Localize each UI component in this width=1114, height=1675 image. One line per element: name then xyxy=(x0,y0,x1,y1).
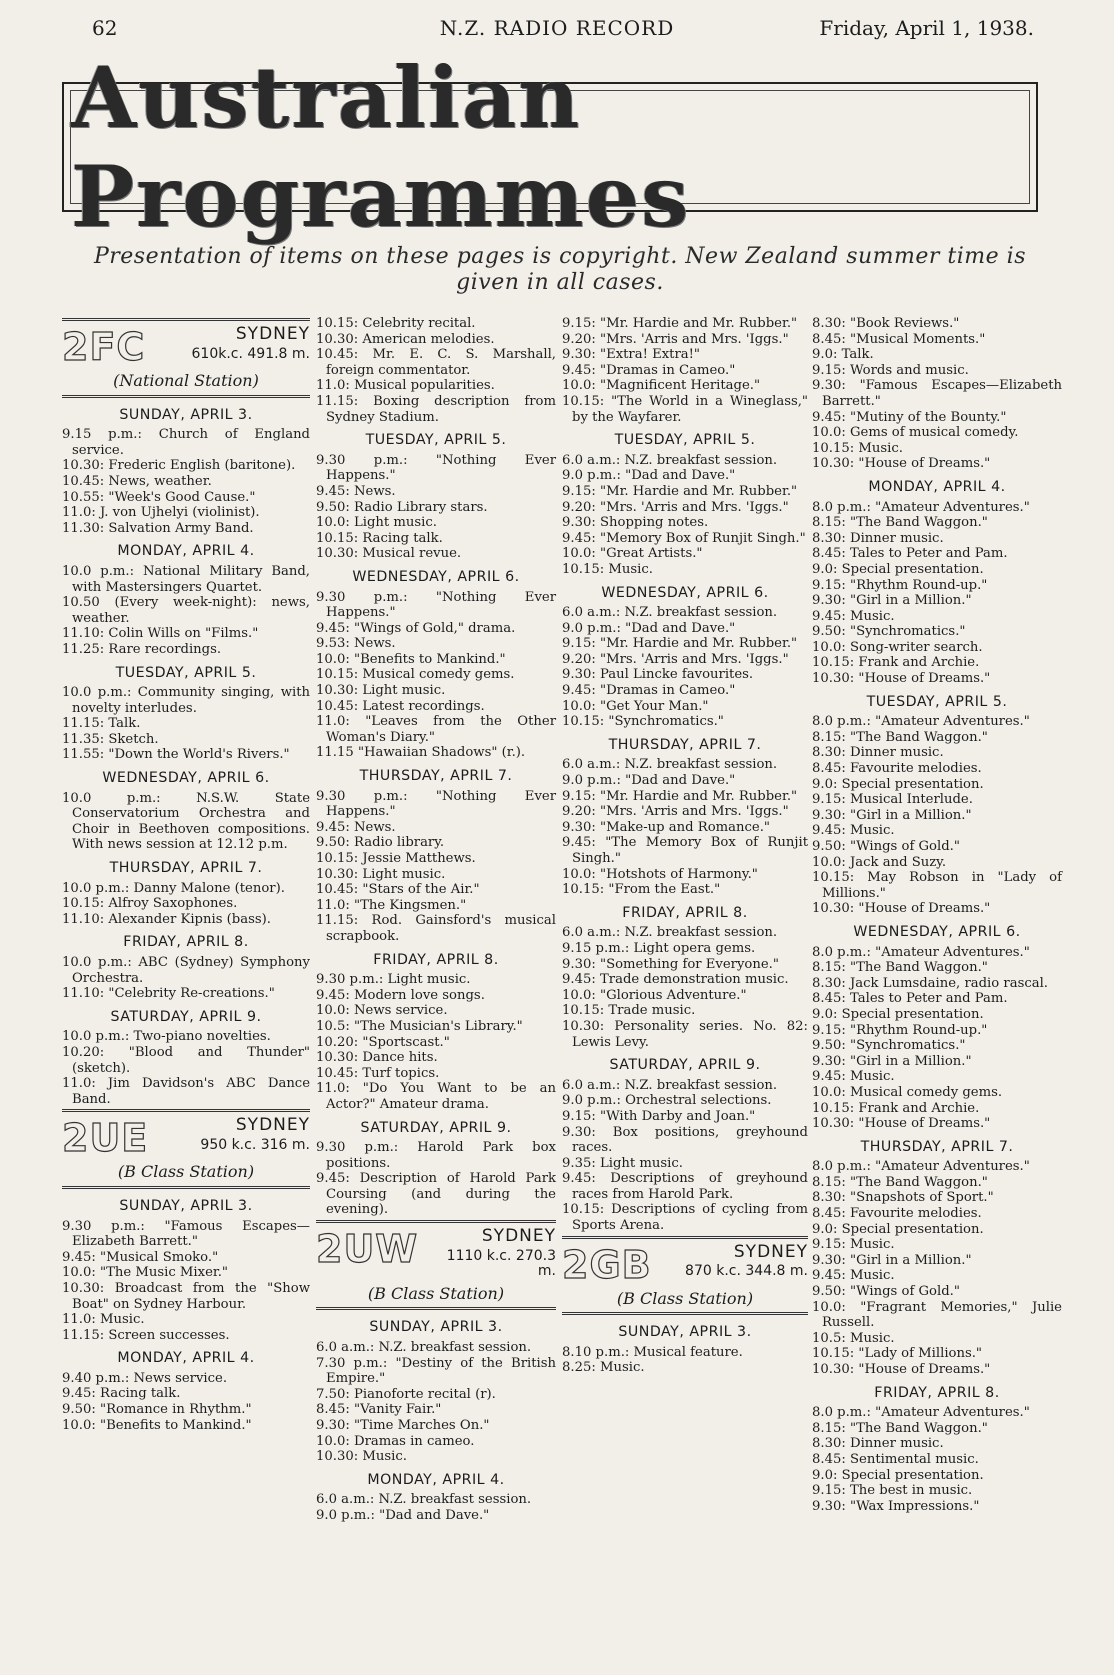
station-call-sign: 2UE xyxy=(62,1116,149,1161)
programme-item: 10.20: "Blood and Thunder" (sketch). xyxy=(62,1044,310,1076)
programme-item: 7.50: Pianoforte recital (r). xyxy=(316,1386,496,1402)
programme-item: 9.15: "Mr. Hardie and Mr. Rubber." xyxy=(562,788,798,804)
programme-item: 9.30: Box positions, greyhound races. xyxy=(562,1124,808,1156)
programme-item: 11.15: Screen successes. xyxy=(62,1327,230,1343)
station-frequency: 870 k.c. 344.8 m. xyxy=(685,1263,808,1280)
programme-item: 10.30: Light music. xyxy=(316,866,446,882)
programme-item: 9.15: "With Darby and Joan." xyxy=(562,1108,756,1124)
programme-item: 9.0: Special presentation. xyxy=(812,561,984,577)
programme-item: 11.25: Rare recordings. xyxy=(62,641,222,657)
programme-item: 9.0: Special presentation. xyxy=(812,1467,984,1483)
programme-item: 8.0 p.m.: "Amateur Adventures." xyxy=(812,1159,1030,1175)
programme-item: 8.30: Jack Lumsdaine, radio rascal. xyxy=(812,975,1048,991)
day-heading: WEDNESDAY, APRIL 6. xyxy=(601,584,769,601)
programme-item: 9.45: Modern love songs. xyxy=(316,987,485,1003)
programme-item: 8.25: Music. xyxy=(562,1360,645,1376)
programme-item: 9.50: "Romance in Rhythm." xyxy=(62,1402,252,1418)
programme-item: 9.15: Words and music. xyxy=(812,362,969,378)
programme-item: 8.15: "The Band Waggon." xyxy=(812,1174,988,1190)
programme-item: 6.0 a.m.: N.Z. breakfast session. xyxy=(562,925,778,941)
programme-item: 10.30: Broadcast from the "Show Boat" on Sydney Harbour. xyxy=(62,1280,310,1312)
programme-item: 9.30 p.m.: "Nothing Ever Happens." xyxy=(316,589,556,621)
programme-item: 9.45: "Musical Smoko." xyxy=(62,1249,219,1265)
programme-item: 9.45: News. xyxy=(316,483,396,499)
programme-item: 9.45: Music. xyxy=(812,1268,895,1284)
copyright-notice: Presentation of items on these pages is copyright. New Zealand summer time is given in all cases. xyxy=(93,244,1027,295)
programme-item: 10.15: Celebrity recital. xyxy=(316,316,476,331)
programme-item: 9.15: Music. xyxy=(812,1237,895,1253)
programme-item: 10.30: Personality series. No. 82: Lewis Levy. xyxy=(562,1018,808,1050)
station-call-sign: 2GB xyxy=(562,1242,652,1287)
station-header xyxy=(62,1109,310,1189)
programme-item: 10.0 p.m.: Community singing, with novelty interludes. xyxy=(62,685,310,716)
programme-item: 10.15: Music. xyxy=(812,440,903,456)
programme-item: 8.45: "Musical Moments." xyxy=(812,331,986,347)
programme-item: 10.0: "Get Your Man." xyxy=(562,698,709,714)
programme-item: 11.35: Sketch. xyxy=(62,731,159,747)
programme-item: 9.30: "Girl in a Million." xyxy=(812,1053,972,1069)
programme-item: 9.50: "Synchromatics." xyxy=(812,1038,966,1054)
station-frequency: 950 k.c. 316 m. xyxy=(200,1136,310,1153)
station-row xyxy=(62,324,310,369)
programme-item: 10.0: "Fragrant Memories," Julie Russell. xyxy=(812,1299,1062,1331)
page-header xyxy=(0,16,1114,46)
programme-item: 11.15: Talk. xyxy=(62,716,141,732)
station-city: SYDNEY xyxy=(235,324,310,344)
programme-item: 9.50: "Synchromatics." xyxy=(812,624,966,640)
programme-item: 8.15: "The Band Waggon." xyxy=(812,729,988,745)
programme-item: 9.50: "Wings of Gold." xyxy=(812,1284,960,1300)
programme-item: 10.5: "The Musician's Library." xyxy=(316,1018,523,1034)
day-heading: FRIDAY, APRIL 8. xyxy=(874,1384,1000,1401)
programme-item: 9.20: "Mrs. 'Arris and Mrs. 'Iggs." xyxy=(562,804,789,820)
programme-item: 10.55: "Week's Good Cause." xyxy=(62,489,256,505)
programme-item: 9.15: "Mr. Hardie and Mr. Rubber." xyxy=(562,316,798,331)
programme-item: 9.0 p.m.: "Dad and Dave." xyxy=(562,468,736,484)
programme-item: 9.0: Talk. xyxy=(812,347,874,363)
programme-item: 11.15: Rod. Gainsford's musical scrapbook. xyxy=(316,913,556,944)
programme-item: 6.0 a.m.: N.Z. breakfast session. xyxy=(562,757,778,773)
programme-item: 10.0: "Great Artists." xyxy=(562,546,703,562)
programme-item: 11.15: Boxing description from Sydney Stadium. xyxy=(316,393,556,425)
programme-item: 9.30: "Time Marches On." xyxy=(316,1418,490,1433)
programme-item: 10.0 p.m.: Danny Malone (tenor). xyxy=(62,880,285,896)
programme-item: 9.15: Musical Interlude. xyxy=(812,792,973,808)
programme-item: 9.30: "Make-up and Romance." xyxy=(562,819,770,835)
station-city: SYDNEY xyxy=(733,1241,808,1262)
programme-item: 9.20: "Mrs. 'Arris and Mrs. 'Iggs." xyxy=(562,331,789,347)
programme-item: 8.0 p.m.: "Amateur Adventures." xyxy=(812,499,1030,515)
title-banner xyxy=(62,48,1038,246)
programme-item: 9.0: Special presentation. xyxy=(812,1006,984,1022)
programme-item: 10.30: American melodies. xyxy=(316,331,495,347)
programme-item: 11.0: Jim Davidson's ABC Dance Band. xyxy=(62,1076,310,1107)
programme-item: 10.30: Musical revue. xyxy=(316,546,462,562)
programme-item: 9.30 p.m.: "Famous Escapes—Elizabeth Barrett." xyxy=(62,1218,310,1250)
programme-item: 9.30: Shopping notes. xyxy=(562,515,709,531)
station-row xyxy=(562,1241,808,1287)
programme-item: 10.15: "Lady of Millions." xyxy=(812,1346,983,1362)
programme-item: 10.15: "The World in a Wineglass," by the Wayfarer. xyxy=(562,393,808,425)
programme-item: 6.0 a.m.: N.Z. breakfast session. xyxy=(316,1492,532,1508)
programme-item: 9.45: Description of Harold Park Coursing (and during the evening). xyxy=(316,1171,556,1218)
programme-item: 8.30: "Book Reviews." xyxy=(812,316,960,331)
programme-item: 8.15: "The Band Waggon." xyxy=(812,515,988,531)
day-heading: WEDNESDAY, APRIL 6. xyxy=(853,923,1021,940)
station-class: (B Class Station) xyxy=(616,1288,754,1308)
station-frequency: 1110 k.c. 270.3 m. xyxy=(446,1247,556,1280)
programme-item: 9.45: News. xyxy=(316,819,396,835)
day-heading: THURSDAY, APRIL 7. xyxy=(860,1138,1014,1155)
programme-item: 9.50: Radio Library stars. xyxy=(316,499,488,515)
station-class: (B Class Station) xyxy=(117,1162,255,1182)
programme-item: 9.30: "Wax Impressions." xyxy=(812,1498,980,1514)
station-city: SYDNEY xyxy=(481,1226,556,1247)
station-class: (B Class Station) xyxy=(367,1283,505,1303)
programme-item: 9.45: "Dramas in Cameo." xyxy=(562,683,736,699)
programme-item: 10.45: Turf topics. xyxy=(316,1065,440,1081)
programme-item: 10.0: "Hotshots of Harmony." xyxy=(562,866,758,882)
programme-item: 11.15 "Hawaiian Shadows" (r.). xyxy=(316,745,526,761)
day-heading: MONDAY, APRIL 4. xyxy=(117,1350,255,1367)
programme-item: 10.15: Alfroy Saxophones. xyxy=(62,896,238,912)
programme-item: 9.45: Racing talk. xyxy=(62,1386,181,1402)
programme-item: 9.45: "Memory Box of Runjit Singh." xyxy=(562,530,806,546)
page-number: 62 xyxy=(92,16,118,40)
programme-item: 9.0: Special presentation. xyxy=(812,1221,984,1237)
programme-item: 9.0 p.m.: "Dad and Dave." xyxy=(562,620,736,636)
column-1 xyxy=(62,316,310,1433)
station-city: SYDNEY xyxy=(235,1115,310,1136)
programme-item: 10.0: Musical comedy gems. xyxy=(812,1084,1003,1100)
programme-item: 11.30: Salvation Army Band. xyxy=(62,520,254,536)
programme-item: 10.15: "From the East." xyxy=(562,882,721,898)
day-heading: TUESDAY, APRIL 5. xyxy=(115,664,257,681)
station-details xyxy=(428,1226,556,1280)
programme-item: 9.15 p.m.: Church of England service. xyxy=(62,427,310,458)
day-heading: SATURDAY, APRIL 9. xyxy=(360,1119,512,1136)
programme-item: 10.15: May Robson in "Lady of Millions." xyxy=(812,870,1062,901)
programme-item: 9.45: Music. xyxy=(812,823,895,839)
programme-item: 10.45: Latest recordings. xyxy=(316,698,485,714)
programme-item: 7.30 p.m.: "Destiny of the British Empire." xyxy=(316,1355,556,1387)
station-header xyxy=(62,318,310,398)
programme-item: 10.0: "Magnificent Heritage." xyxy=(562,378,761,394)
programme-item: 11.0: "The Kingsmen." xyxy=(316,897,467,913)
programme-item: 10.45: News, weather. xyxy=(62,473,212,489)
programme-item: 9.15: The best in music. xyxy=(812,1483,973,1499)
programme-item: 11.55: "Down the World's Rivers." xyxy=(62,747,290,763)
programme-item: 9.30 p.m.: Harold Park box positions. xyxy=(316,1140,556,1171)
programme-item: 9.30 p.m.: "Nothing Ever Happens." xyxy=(316,452,556,484)
programme-item: 9.45: "The Memory Box of Runjit Singh." xyxy=(562,835,808,866)
station-call-sign: 2UW xyxy=(316,1227,419,1272)
publication-name: N.Z. RADIO RECORD xyxy=(439,16,675,40)
programme-item: 9.0 p.m.: Orchestral selections. xyxy=(562,1093,772,1109)
programme-item: 10.30: Music. xyxy=(316,1449,407,1465)
programme-item: 9.30: "Something for Everyone." xyxy=(562,956,779,972)
programme-item: 9.30: Paul Lincke favourites. xyxy=(562,667,754,683)
programme-item: 8.0 p.m.: "Amateur Adventures." xyxy=(812,944,1030,960)
day-heading: SATURDAY, APRIL 9. xyxy=(609,1057,761,1074)
programme-item: 11.10: "Celebrity Re-creations." xyxy=(62,986,275,1002)
day-heading: SUNDAY, APRIL 3. xyxy=(618,1324,752,1341)
programme-item: 10.0: Gems of musical comedy. xyxy=(812,425,1019,441)
day-heading: SUNDAY, APRIL 3. xyxy=(119,406,253,423)
programme-item: 10.30: "House of Dreams." xyxy=(812,456,991,472)
programme-item: 8.45: Tales to Peter and Pam. xyxy=(812,991,1008,1007)
day-heading: TUESDAY, APRIL 5. xyxy=(866,693,1008,710)
column-3 xyxy=(562,316,808,1376)
programme-item: 8.10 p.m.: Musical feature. xyxy=(562,1344,743,1360)
day-heading: SATURDAY, APRIL 9. xyxy=(110,1008,262,1025)
programme-item: 9.30: "Girl in a Million." xyxy=(812,1252,972,1268)
programme-item: 10.30: Light music. xyxy=(316,683,446,699)
programme-item: 9.45: Music. xyxy=(812,1069,895,1085)
programme-item: 9.45: "Dramas in Cameo." xyxy=(562,362,736,378)
programme-item: 10.15: Musical comedy gems. xyxy=(316,667,515,683)
programme-item: 9.50: Radio library. xyxy=(316,835,445,851)
programme-item: 9.35: Light music. xyxy=(562,1155,683,1171)
programme-item: 9.30: "Girl in a Million." xyxy=(812,593,972,609)
programme-item: 9.30 p.m.: Light music. xyxy=(316,972,471,988)
programme-item: 6.0 a.m.: N.Z. breakfast session. xyxy=(562,452,778,468)
programme-item: 6.0 a.m.: N.Z. breakfast session. xyxy=(562,605,778,621)
programme-item: 8.0 p.m.: "Amateur Adventures." xyxy=(812,1405,1030,1421)
programme-item: 10.30: "House of Dreams." xyxy=(812,671,991,687)
programme-item: 10.30: Frederic English (baritone). xyxy=(62,458,296,474)
programme-item: 10.45: "Stars of the Air." xyxy=(316,882,480,898)
programme-item: 10.0: "Benefits to Mankind." xyxy=(316,651,506,667)
column-4 xyxy=(812,316,1062,1514)
programme-item: 10.0 p.m.: N.S.W. State Conservatorium Orchestra and Choir in Beethoven compositions. With news session at 12.12 p.m. xyxy=(62,790,310,853)
programme-item: 9.30: "Extra! Extra!" xyxy=(562,347,700,363)
programme-item: 11.10: Alexander Kipnis (bass). xyxy=(62,911,271,927)
programme-item: 9.45: Descriptions of greyhound races from Harold Park. xyxy=(562,1171,808,1202)
programme-item: 9.20: "Mrs. 'Arris and Mrs. 'Iggs." xyxy=(562,651,789,667)
programme-item: 8.45: Favourite melodies. xyxy=(812,1206,982,1222)
programme-item: 9.40 p.m.: News service. xyxy=(62,1370,228,1386)
programme-item: 9.15: "Rhythm Round-up." xyxy=(812,1022,988,1038)
day-heading: THURSDAY, APRIL 7. xyxy=(359,768,513,785)
programme-item: 6.0 a.m.: N.Z. breakfast session. xyxy=(316,1340,532,1356)
programme-item: 9.15: "Mr. Hardie and Mr. Rubber." xyxy=(562,483,798,499)
programme-item: 10.0 p.m.: Two-piano novelties. xyxy=(62,1029,271,1045)
station-details xyxy=(158,1115,310,1153)
programme-item: 10.0: "The Music Mixer." xyxy=(62,1265,228,1281)
day-heading: FRIDAY, APRIL 8. xyxy=(123,934,249,951)
programme-item: 9.0: Special presentation. xyxy=(812,776,984,792)
programme-item: 9.15: "Rhythm Round-up." xyxy=(812,577,988,593)
programme-item: 8.30: Dinner music. xyxy=(812,745,944,761)
programme-item: 10.15: Descriptions of cycling from Sports Arena. xyxy=(562,1202,808,1234)
day-heading: TUESDAY, APRIL 5. xyxy=(365,432,507,449)
programme-item: 8.30: "Snapshots of Sport." xyxy=(812,1190,994,1206)
programme-item: 10.0: Dramas in cameo. xyxy=(316,1433,475,1449)
programme-item: 9.0 p.m.: "Dad and Dave." xyxy=(562,773,736,789)
programme-item: 10.0: "Benefits to Mankind." xyxy=(62,1417,252,1433)
day-heading: WEDNESDAY, APRIL 6. xyxy=(352,568,520,585)
programme-item: 8.45: Tales to Peter and Pam. xyxy=(812,546,1008,562)
day-heading: MONDAY, APRIL 4. xyxy=(367,1471,505,1488)
day-heading: FRIDAY, APRIL 8. xyxy=(622,904,748,921)
programme-item: 10.45: Mr. E. C. S. Marshall, foreign commentator. xyxy=(316,347,556,378)
programme-item: 11.0: Music. xyxy=(62,1312,145,1328)
programme-item: 11.0: "Leaves from the Other Woman's Diary." xyxy=(316,714,556,745)
station-row xyxy=(316,1226,556,1280)
programme-item: 10.30: Dance hits. xyxy=(316,1050,438,1066)
programme-item: 9.0 p.m.: "Dad and Dave." xyxy=(316,1507,490,1523)
programme-item: 10.0: Jack and Suzy. xyxy=(812,854,947,870)
programme-item: 10.0: "Glorious Adventure." xyxy=(562,987,747,1003)
programme-item: 10.15: "Synchromatics." xyxy=(562,714,724,730)
programme-item: 9.15 p.m.: Light opera gems. xyxy=(562,940,756,956)
programme-item: 10.0: News service. xyxy=(316,1003,448,1019)
programme-item: 8.0 p.m.: "Amateur Adventures." xyxy=(812,714,1030,730)
programme-item: 9.53: News. xyxy=(316,636,396,652)
day-heading: MONDAY, APRIL 4. xyxy=(117,543,255,560)
station-header xyxy=(316,1220,556,1310)
programme-item: 8.15: "The Band Waggon." xyxy=(812,960,988,976)
programme-item: 9.45: "Mutiny of the Bounty." xyxy=(812,409,1007,425)
programme-item: 10.20: "Sportscast." xyxy=(316,1034,450,1050)
day-heading: SUNDAY, APRIL 3. xyxy=(119,1197,253,1214)
programme-item: 9.45: "Wings of Gold," drama. xyxy=(316,620,516,636)
station-details xyxy=(155,324,310,362)
programme-item: 8.45: Sentimental music. xyxy=(812,1451,979,1467)
programme-item: 10.15: Jessie Matthews. xyxy=(316,851,476,866)
station-details xyxy=(662,1241,808,1280)
programme-item: 11.10: Colin Wills on "Films." xyxy=(62,626,259,642)
banner-title: Australian Programmes xyxy=(71,48,691,246)
day-heading: TUESDAY, APRIL 5. xyxy=(614,432,756,449)
programme-item: 11.0: J. von Ujhelyi (violinist). xyxy=(62,505,260,521)
station-class: (National Station) xyxy=(113,371,259,390)
programme-item: 10.5: Music. xyxy=(812,1330,895,1346)
programme-item: 9.45: Music. xyxy=(812,608,895,624)
programme-item: 8.45: "Vanity Fair." xyxy=(316,1402,442,1418)
day-heading: SUNDAY, APRIL 3. xyxy=(369,1319,503,1336)
programme-item: 10.30: "House of Dreams." xyxy=(812,1116,991,1132)
programme-item: 9.15: "Mr. Hardie and Mr. Rubber." xyxy=(562,636,798,652)
programme-item: 6.0 a.m.: N.Z. breakfast session. xyxy=(562,1077,778,1093)
programme-item: 9.30: "Girl in a Million." xyxy=(812,807,972,823)
programme-item: 10.0: Song-writer search. xyxy=(812,639,983,655)
programme-item: 8.45: Favourite melodies. xyxy=(812,761,982,777)
programme-item: 9.30: "Famous Escapes—Elizabeth Barrett." xyxy=(812,378,1062,409)
programme-item: 11.0: Musical popularities. xyxy=(316,378,495,394)
programme-item: 10.15: Trade music. xyxy=(562,1003,696,1019)
station-frequency: 610k.c. 491.8 m. xyxy=(191,345,310,362)
day-heading: THURSDAY, APRIL 7. xyxy=(608,736,762,753)
programme-item: 10.15: Racing talk. xyxy=(316,530,443,546)
programme-item: 9.50: "Wings of Gold." xyxy=(812,839,960,854)
day-heading: FRIDAY, APRIL 8. xyxy=(373,951,499,968)
station-header xyxy=(562,1236,808,1316)
programme-item: 10.0: Light music. xyxy=(316,515,437,531)
day-heading: MONDAY, APRIL 4. xyxy=(868,478,1006,495)
day-heading: THURSDAY, APRIL 7. xyxy=(109,860,263,877)
programme-item: 9.30 p.m.: "Nothing Ever Happens." xyxy=(316,788,556,820)
programme-item: 8.15: "The Band Waggon." xyxy=(812,1420,988,1436)
title-banner-frame xyxy=(70,48,1030,246)
day-heading: WEDNESDAY, APRIL 6. xyxy=(102,770,270,787)
programme-item: 11.0: "Do You Want to be an Actor?" Amateur drama. xyxy=(316,1081,556,1112)
station-call-sign: 2FC xyxy=(62,325,146,369)
programme-item: 8.30: Dinner music. xyxy=(812,530,944,546)
programme-item: 10.0 p.m.: ABC (Sydney) Symphony Orchestra. xyxy=(62,955,310,986)
programme-item: 10.15: Music. xyxy=(562,561,653,577)
programme-item: 10.50 (Every week-night): news, weather. xyxy=(62,595,310,626)
programme-item: 9.20: "Mrs. 'Arris and Mrs. 'Iggs." xyxy=(562,499,789,515)
station-row xyxy=(62,1115,310,1161)
programme-item: 10.15: Frank and Archie. xyxy=(812,1100,980,1116)
programme-item: 9.45: Trade demonstration music. xyxy=(562,972,789,988)
programme-item: 10.0 p.m.: National Military Band, with Mastersingers Quartet. xyxy=(62,563,310,595)
programme-item: 8.30: Dinner music. xyxy=(812,1436,944,1452)
programme-item: 10.15: Frank and Archie. xyxy=(812,655,980,671)
column-2 xyxy=(316,316,556,1524)
programme-item: 10.30: "House of Dreams." xyxy=(812,901,991,917)
programme-item: 10.30: "House of Dreams." xyxy=(812,1362,991,1377)
issue-date: Friday, April 1, 1938. xyxy=(819,16,1034,40)
